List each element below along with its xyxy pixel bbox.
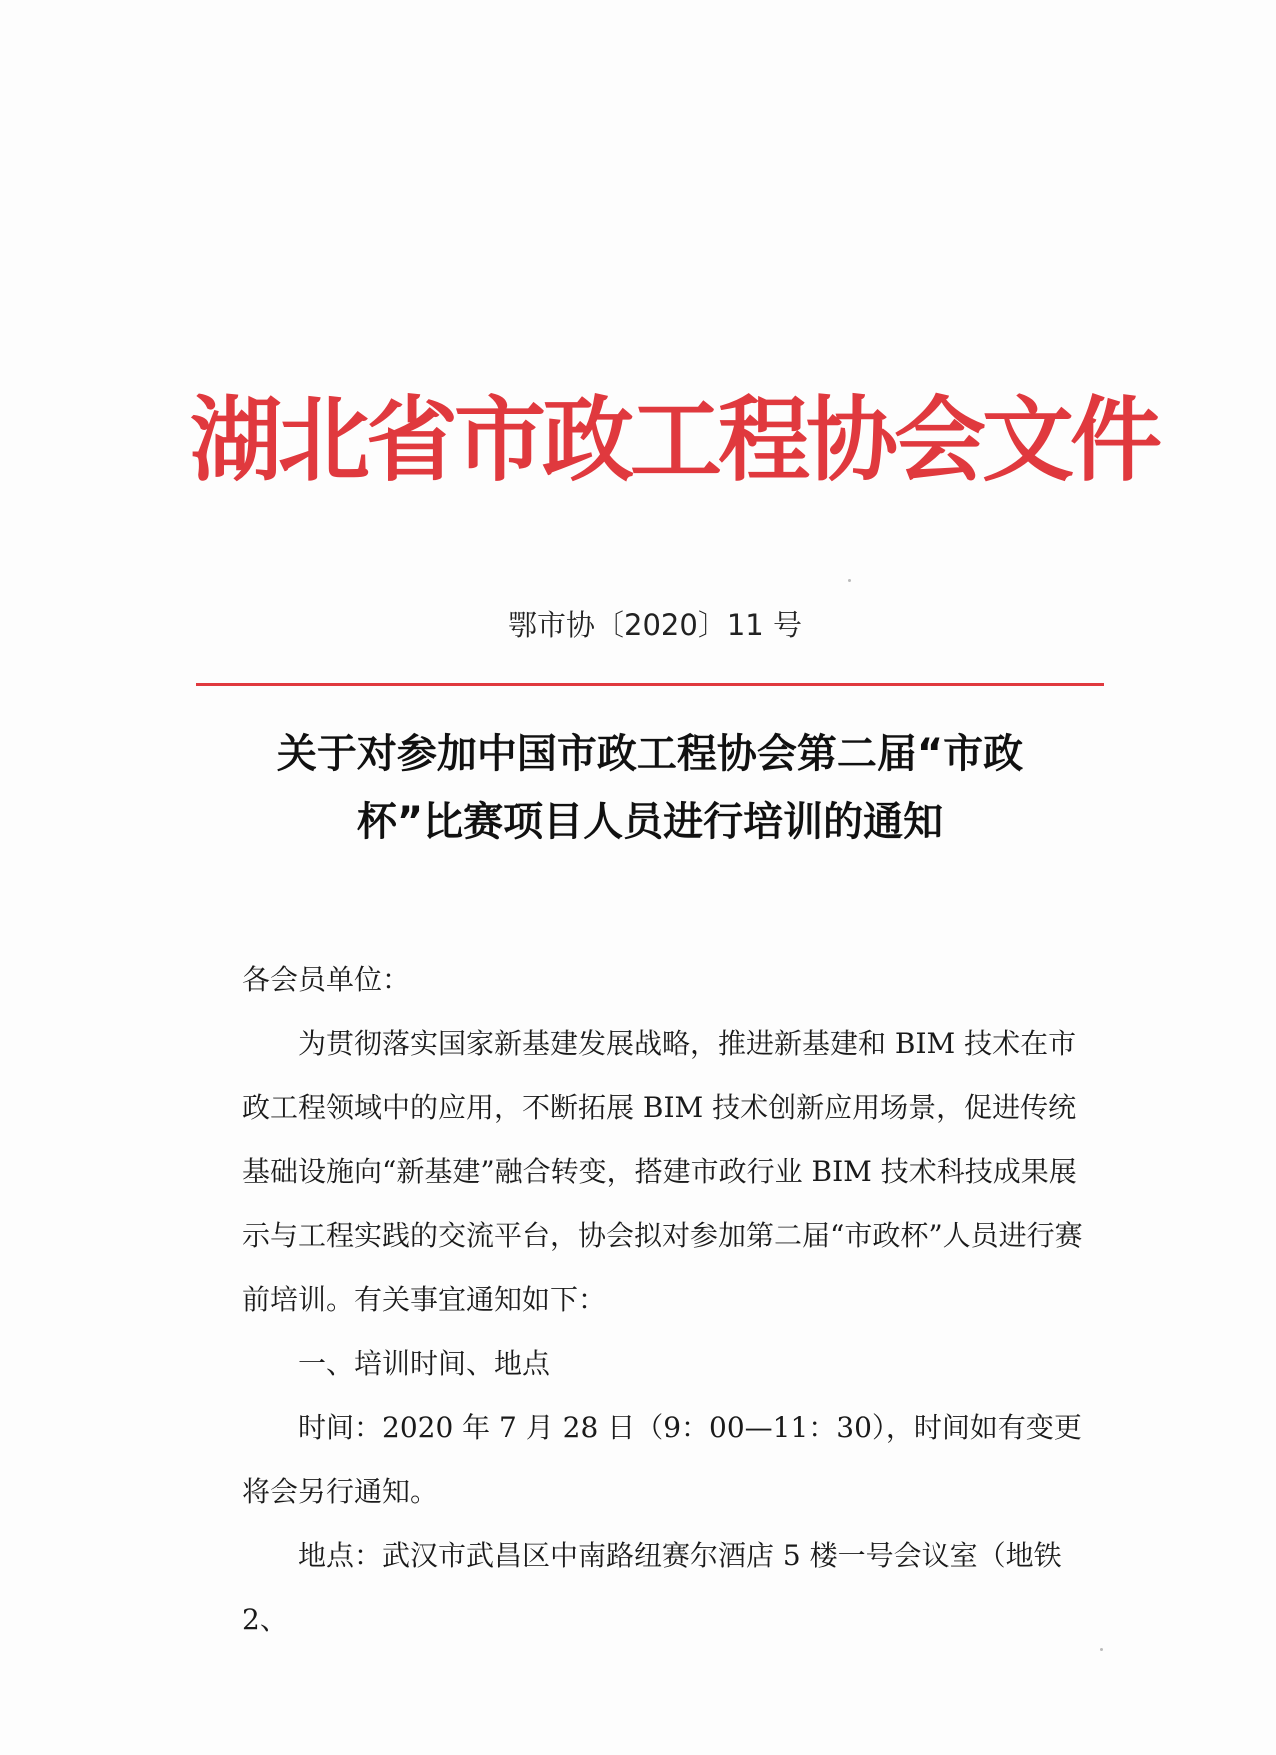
document-number: 鄂市协〔2020〕11 号 <box>508 608 802 642</box>
notice-title <box>200 720 1100 856</box>
location-paragraph: 地点：武汉市武昌区中南路纽赛尔酒店 5 楼一号会议室（地铁 2、 <box>242 1539 1062 1636</box>
scan-speck <box>1100 1648 1103 1651</box>
notice-title-line-2: 杯”比赛项目人员进行培训的通知 <box>356 799 944 845</box>
red-divider-line <box>196 683 1104 686</box>
salutation: 各会员单位： <box>242 963 411 996</box>
section-1-heading: 一、培训时间、地点 <box>298 1347 551 1380</box>
intro-paragraph: 为贯彻落实国家新基建发展战略，推进新基建和 BIM 技术在市政工程领域中的应用，不断拓展 BIM 技术创新应用场景，促进传统基础设施向“新基建”融合转变，搭建市政行业 BIM 技术科技成果展示与工程实践的交流平台，协会拟对参加第二届“市政杯”人员进行赛前培训。有关事宜通知如下： <box>242 1027 1083 1316</box>
masthead-title: 湖北省市政工程协会文件 <box>190 386 1159 494</box>
notice-body <box>242 948 1102 1652</box>
notice-title-line-1: 关于对参加中国市政工程协会第二届“市政 <box>276 731 1024 777</box>
scan-speck <box>848 579 851 582</box>
time-paragraph: 时间：2020 年 7 月 28 日（9：00—11：30），时间如有变更将会另行通知。 <box>242 1411 1082 1508</box>
